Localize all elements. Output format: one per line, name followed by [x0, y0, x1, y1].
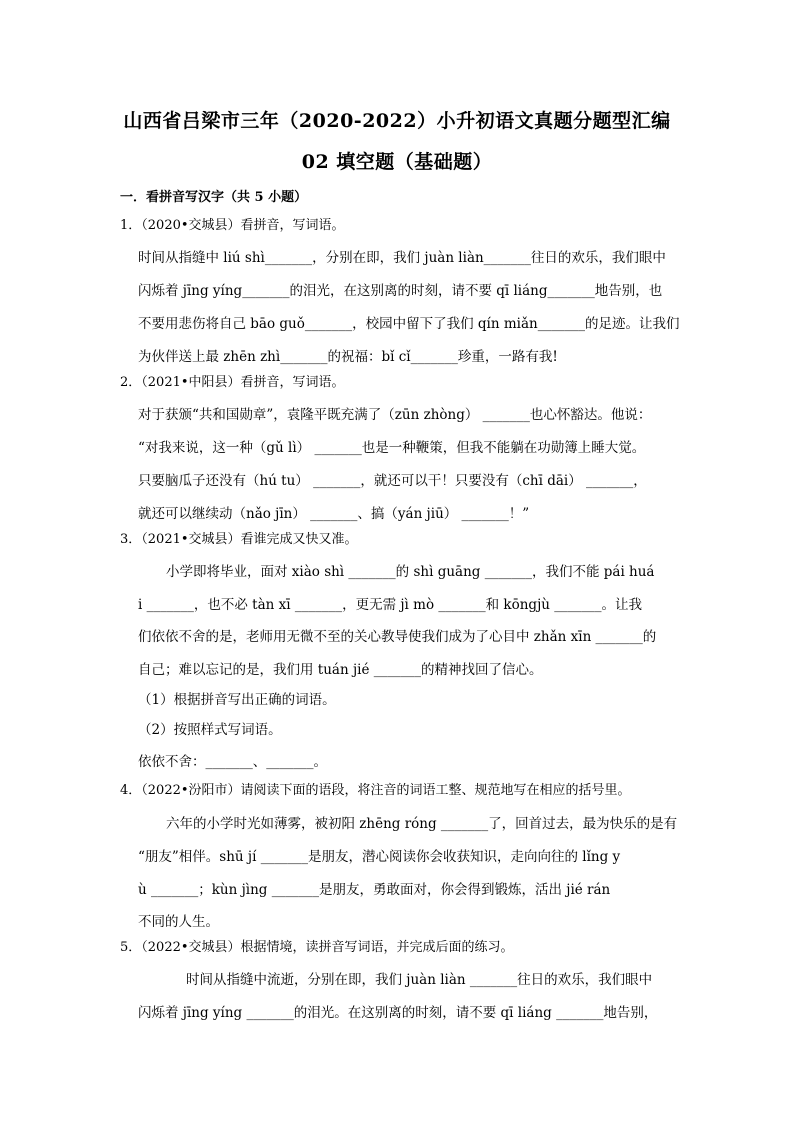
question-4-line-3: ù _______；kùn jìng _______是朋友，勇敢面对，你会得到锻炼，活出 jié rán [138, 882, 611, 898]
question-3-header: 3．（2021•交城县）看谁完成又快又准。 [120, 532, 358, 547]
question-2-line-4: 就还可以继续动（nǎo jīn） _______、搞（yán jiū） _______！” [138, 506, 530, 522]
document-subtitle: 02 填空题（基础题） [301, 151, 493, 173]
question-3-line-2: i _______，也不必 tàn xī _______，更无需 jì mò _______和 kōngjù _______。让我 [138, 597, 642, 613]
question-1-line-1: 时间从指缝中 liú shì_______，分别在即，我们 juàn liàn_______往日的欢乐，我们眼中 [138, 250, 666, 266]
question-4-line-2: “朋友”相伴。shū jí _______是朋友，潜心阅读你会收获知识，走向向往的 lǐng y [138, 849, 621, 865]
question-2-line-2: “对我来说，这一种（gǔ lì） _______也是一种鞭策，但我不能躺在功勋簿上睡大觉。 [138, 440, 646, 456]
question-1-line-2: 闪烁着 jīng yíng_______的泪光，在这别离的时刻，请不要 qī liáng_______地告别，也 [138, 283, 663, 299]
question-2-line-1: 对于获颁“共和国勋章”，袁隆平既充满了（zūn zhòng） _______也心怀豁达。他说： [138, 407, 652, 423]
document-title: 山西省吕梁市三年（2020-2022）小升初语文真题分题型汇编 [123, 110, 671, 132]
question-3-line-1: 小学即将毕业，面对 xiào shì _______的 shì guāng _______，我们不能 pái huá [166, 564, 655, 580]
question-4-line-4: 不同的人生。 [138, 914, 219, 930]
section-heading: 一．看拼音写汉字（共 5 小题） [120, 190, 308, 205]
question-3-sub-1: （1）根据拼音写出正确的词语。 [138, 692, 336, 708]
question-4-line-1: 六年的小学时光如薄雾，被初阳 zhēng róng _______了，回首过去，最为快乐的是有 [166, 816, 678, 832]
question-5-line-2: 闪烁着 jīng yíng _______的泪光。在这别离的时刻，请不要 qī liáng _______地告别， [138, 1005, 658, 1021]
question-3-sub-2: （2）按照样式写词语。 [138, 722, 282, 738]
question-1-header: 1．（2020•交城县）看拼音，写词语。 [120, 218, 345, 233]
question-5-line-1: 时间从指缝中流逝，分别在即，我们 juàn liàn _______往日的欢乐，我们眼中 [186, 972, 653, 988]
question-3-line-4: 自己；难以忘记的是，我们用 tuán jié _______的精神找回了信心。 [138, 662, 543, 678]
question-4-header: 4．（2022•汾阳市）请阅读下面的语段，将注音的词语工整、规范地写在相应的括号里。 [120, 783, 631, 798]
question-2-header: 2．（2021•中阳县）看拼音，写词语。 [120, 375, 345, 390]
question-1-line-3: 不要用悲伤将自己 bāo guǒ_______，校园中留下了我们 qín miǎn_______的足迹。让我们 [138, 316, 680, 332]
question-3-sub-3: 依依不舍：_______、_______。 [138, 754, 327, 770]
question-3-line-3: 们依依不舍的是，老师用无微不至的关心教导使我们成为了心目中 zhǎn xīn _______的 [138, 629, 657, 645]
question-1-line-4: 为伙伴送上最 zhēn zhì_______的祝福：bǐ cǐ_______珍重，一路有我! [138, 349, 558, 365]
question-2-line-3: 只要脑瓜子还没有（hú tu） _______，就还可以干！只要没有（chī dāi） _______， [138, 473, 647, 489]
question-5-header: 5．（2022•交城县）根据情境，读拼音写词语，并完成后面的练习。 [120, 940, 514, 955]
